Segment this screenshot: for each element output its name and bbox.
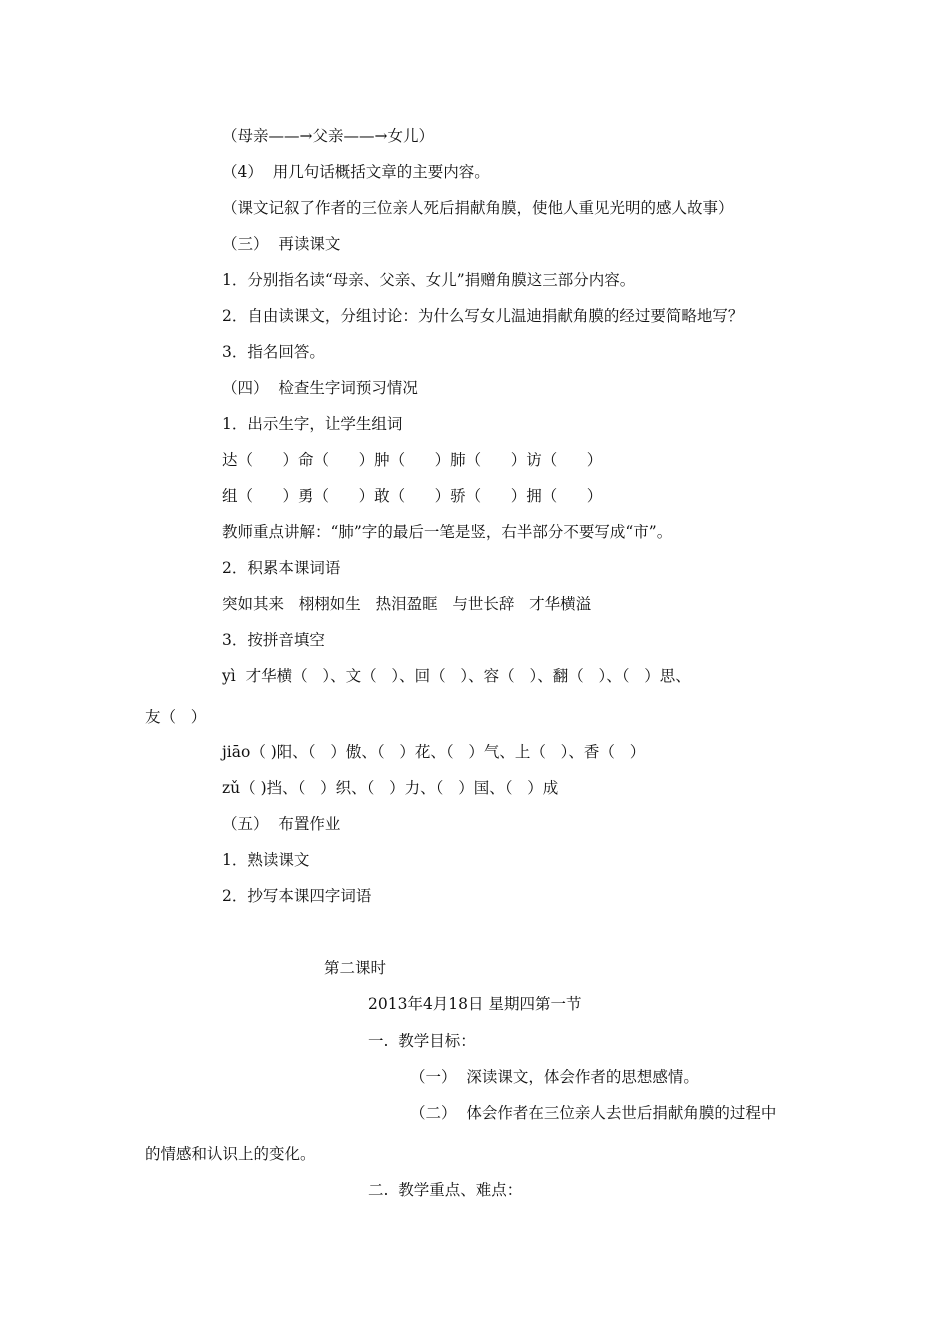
section-heading: （四） 检查生字词预习情况 [222, 379, 418, 397]
section-heading: 二. 教学重点、难点： [368, 1181, 523, 1199]
text-line: 1．熟读课文 [222, 851, 310, 869]
text-line: 2．自由读课文，分组讨论：为什么写女儿温迪捐献角膜的经过要简略地写？ [222, 307, 744, 325]
fill-blank-line: 达（ ）命（ ）肿（ ）肺（ ）访（ ） [222, 451, 603, 469]
text-line: 1．出示生字，让学生组词 [222, 415, 403, 433]
text-line: 教师重点讲解：“肺”字的最后一笔是竖，右半部分不要写成“市”。 [222, 523, 673, 541]
text-line: 的情感和认识上的变化。 [145, 1145, 316, 1163]
section-heading: 一. 教学目标： [368, 1032, 476, 1050]
fill-blank-line: zǔ（ )挡、（ ）织、（ ）力、（ ）国、（ ）成 [222, 779, 559, 797]
fill-blank-line: jiāo（ )阳、（ ）傲、（ ）花、（ ）气、上（ ）、香（ ） [222, 743, 646, 761]
text-line: （课文记叙了作者的三位亲人死后捐献角膜，使他人重见光明的感人故事） [222, 199, 734, 217]
section-heading: （三） 再读课文 [222, 235, 341, 253]
text-line: 3．指名回答。 [222, 343, 325, 361]
text-line: 1．分别指名读“母亲、父亲、女儿”捐赠角膜这三部分内容。 [222, 271, 636, 289]
fill-blank-line: yì 才华横（ ）、文（ ）、回（ ）、容（ ）、翻（ ）、（ ）思、 [222, 667, 691, 685]
fill-blank-line: 友（ ） [145, 708, 207, 726]
text-line: （4） 用几句话概括文章的主要内容。 [222, 163, 490, 181]
fill-blank-line: 组（ ）勇（ ）敢（ ）骄（ ）拥（ ） [222, 487, 603, 505]
text-line: （母亲——→父亲——→女儿） [222, 127, 434, 145]
text-line: 2．抄写本课四字词语 [222, 887, 372, 905]
text-line: 2．积累本课词语 [222, 559, 341, 577]
text-line: （二） 体会作者在三位亲人去世后捐献角膜的过程中 [410, 1104, 777, 1122]
lesson-date: 2013年4月18日 星期四第一节 [368, 995, 582, 1013]
section-heading: （五） 布置作业 [222, 815, 341, 833]
lesson-title: 第二课时 [324, 959, 387, 977]
text-line: （一） 深读课文，体会作者的思想感情。 [410, 1068, 699, 1086]
vocabulary-line: 突如其来 栩栩如生 热泪盈眶 与世长辞 才华横溢 [222, 595, 592, 613]
text-line: 3．按拼音填空 [222, 631, 325, 649]
